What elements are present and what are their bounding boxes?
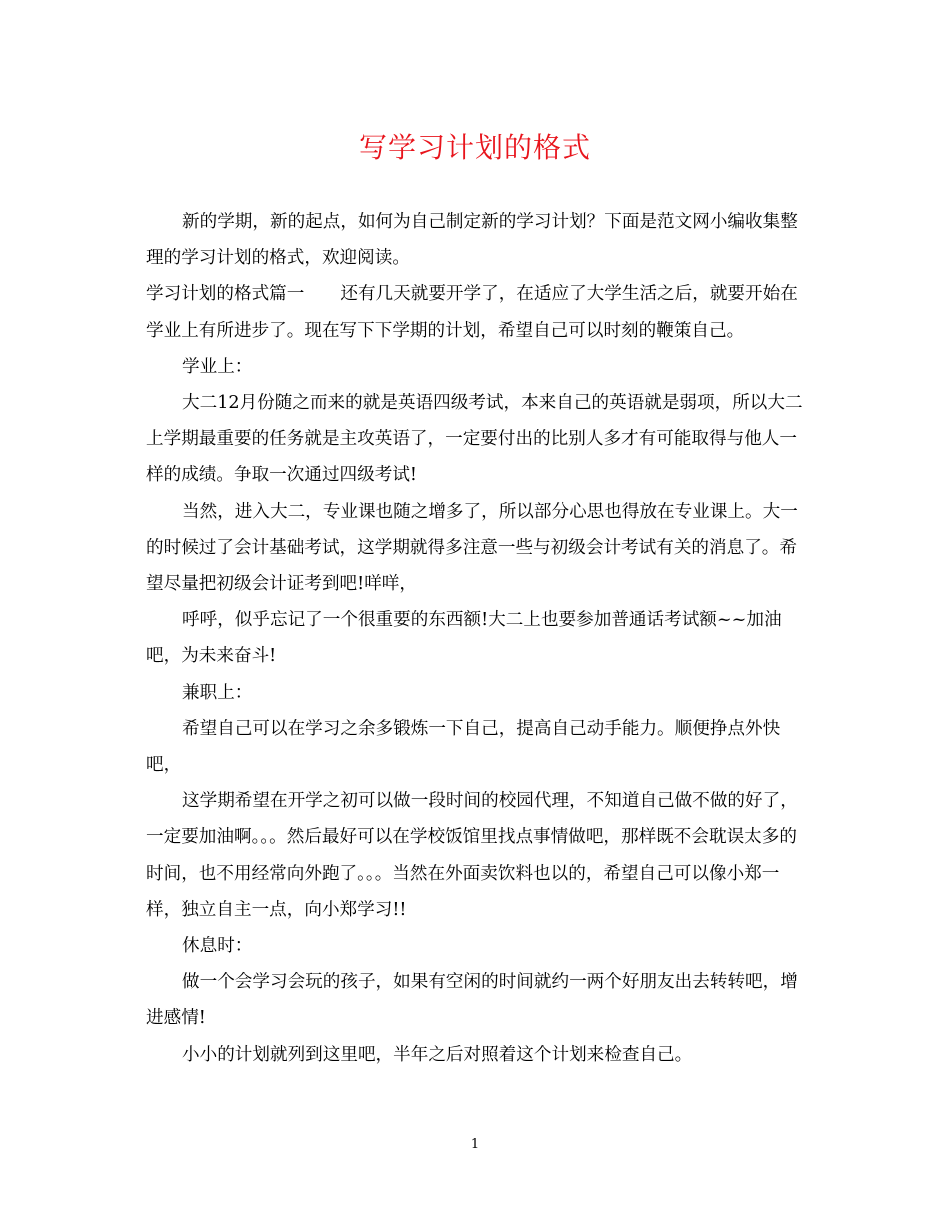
- document-title: 写学习计划的格式: [358, 131, 591, 164]
- section-label: 学习计划的格式篇一: [146, 284, 305, 305]
- heading-rest: 休息时：: [182, 936, 253, 957]
- paragraph-rest-2: 小小的计划就列到这里吧，半年之后对照着这个计划来检查自己。: [182, 1044, 693, 1065]
- section-paragraph: [146, 276, 814, 348]
- paragraph-rest-1: 做一个会学习会玩的孩子，如果有空闲的时间就约一两个好朋友出去转转吧，增进感情!: [146, 972, 798, 1029]
- paragraph-job-1: 希望自己可以在学习之余多锻炼一下自己，提高自己动手能力。顺便挣点外快吧，: [146, 718, 781, 776]
- section-text: 还有几天就要开学了，在适应了大学生活之后，就要开始在学业上有所进步了。现在写下下学期的计划，希望自己可以时刻的鞭策自己。: [146, 284, 798, 341]
- paragraph-study-3: 呼呼，似乎忘记了一个很重要的东西额!大二上也要参加普通话考试额~~加油吧，为未来奋斗!: [146, 610, 782, 667]
- heading-job: 兼职上：: [182, 682, 253, 703]
- paragraph-study-2: 当然，进入大二，专业课也随之增多了，所以部分心思也得放在专业课上。大一的时候过了会计基础考试，这学期就得多注意一些与初级会计考试有关的消息了。希望尽量把初级会计证考到吧!咩咩，: [146, 501, 798, 595]
- paragraph-study-1: 大二12月份随之而来的就是英语四级考试，本来自己的英语就是弱项，所以大二上学期最重要的任务就是主攻英语了，一定要付出的比别人多才有可能取得与他人一样的成绩。争取一次通过四级考试!: [146, 393, 803, 486]
- page-number: 1: [470, 1137, 480, 1152]
- intro-paragraph: 新的学期，新的起点，如何为自己制定新的学习计划？下面是范文网小编收集整理的学习计划的格式，欢迎阅读。: [146, 212, 798, 269]
- paragraph-job-2: 这学期希望在开学之初可以做一段时间的校园代理，不知道自己做不做的好了，一定要加油啊。。。然后最好可以在学校饭馆里找点事情做吧，那样既不会耽误太多的时间，也不用经常向外跑了。。。当然在外面卖饮料也以的，希望自己可以像小郑一样，独立自主一点，向小郑学习!!: [146, 791, 798, 920]
- heading-study: 学业上：: [182, 356, 253, 377]
- document-body: [146, 204, 814, 1073]
